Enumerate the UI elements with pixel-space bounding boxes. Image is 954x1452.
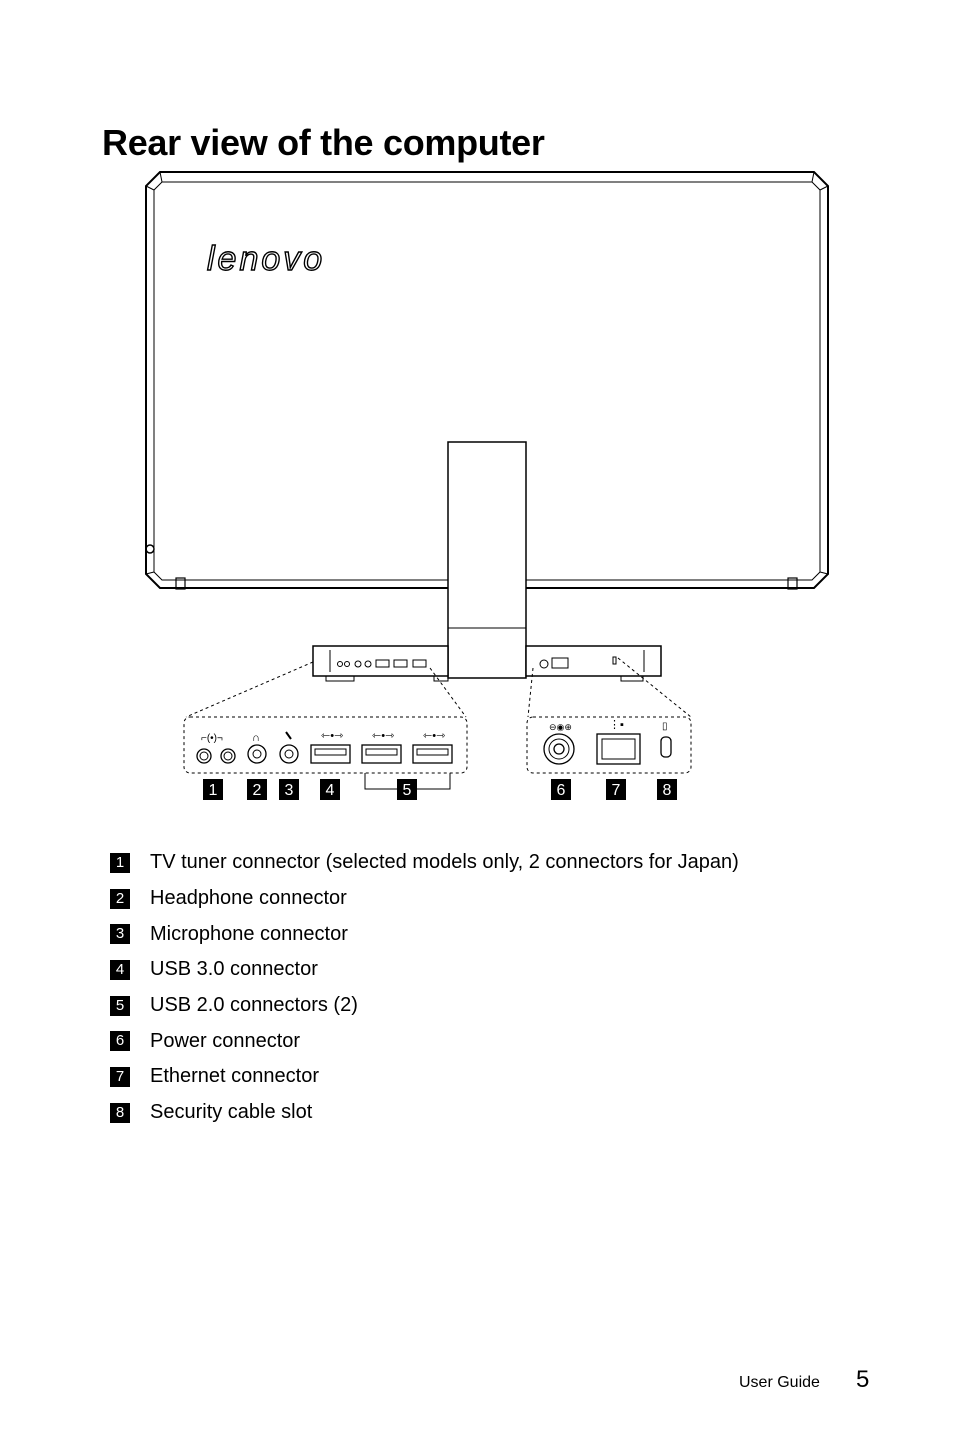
legend-item [110, 988, 739, 1024]
svg-text:3: 3 [284, 782, 294, 799]
legend-number: 2 [110, 889, 130, 909]
legend-label: USB 2.0 connectors (2) [150, 994, 358, 1017]
legend-item [110, 1059, 739, 1095]
connector-legend [110, 845, 739, 1131]
tv-tuner-port-1 [197, 749, 211, 763]
usb-icon: ⇽•⇾ [321, 730, 344, 742]
legend-item [110, 916, 739, 952]
svg-text:1: 1 [208, 782, 218, 799]
power-button-icon [146, 545, 154, 553]
legend-label: Ethernet connector [150, 1065, 319, 1088]
legend-number: 3 [110, 924, 130, 944]
footer-label: User Guide [739, 1374, 820, 1391]
callout-1 [203, 779, 223, 800]
usb3-port [311, 745, 350, 763]
legend-number: 5 [110, 996, 130, 1016]
svg-text:7: 7 [611, 782, 621, 799]
legend-number: 4 [110, 960, 130, 980]
security-slot [661, 737, 671, 757]
callout-5 [397, 779, 417, 800]
base-left [313, 646, 448, 676]
legend-label: Security cable slot [150, 1101, 313, 1124]
headphone-icon: ∩ [252, 732, 260, 744]
legend-item [110, 952, 739, 988]
legend-number: 8 [110, 1103, 130, 1123]
legend-label: TV tuner connector (selected models only, 2 connectors for Japan) [150, 851, 739, 874]
headphone-port [248, 745, 266, 763]
page-title: Rear view of the computer [102, 122, 545, 164]
usb-icon: ⇽•⇾ [372, 730, 395, 742]
callout-4 [320, 779, 340, 800]
legend-item [110, 1023, 739, 1059]
callout-3 [279, 779, 299, 800]
ethernet-icon: ⋮▪ [609, 719, 624, 731]
svg-text:5: 5 [402, 782, 412, 799]
legend-label: Power connector [150, 1029, 301, 1052]
legend-number: 1 [110, 853, 130, 873]
page-number: 5 [856, 1366, 870, 1393]
power-icon: ⊖◉⊕ [549, 722, 572, 732]
callout-7 [606, 779, 626, 800]
legend-label: Headphone connector [150, 887, 347, 910]
microphone-port [280, 745, 298, 763]
callout-8 [657, 779, 677, 800]
svg-text:6: 6 [556, 782, 566, 799]
usb2-port-2 [413, 745, 452, 763]
legend-item [110, 845, 739, 881]
lenovo-logo: lenovo [207, 240, 326, 278]
callout-6 [551, 779, 571, 800]
legend-number: 6 [110, 1031, 130, 1051]
lock-icon: ▯ [662, 721, 668, 732]
tv-tuner-icon: ⌐(•)¬ [201, 733, 223, 744]
svg-text:4: 4 [325, 782, 335, 799]
legend-item [110, 1095, 739, 1131]
tv-tuner-port-2 [221, 749, 235, 763]
legend-label: Microphone connector [150, 922, 348, 945]
legend-number: 7 [110, 1067, 130, 1087]
callout-2 [247, 779, 267, 800]
svg-text:2: 2 [252, 782, 262, 799]
svg-text:8: 8 [662, 782, 672, 799]
legend-label: USB 3.0 connector [150, 958, 318, 981]
stand-column [448, 442, 526, 678]
legend-item [110, 881, 739, 917]
usb2-port-1 [362, 745, 401, 763]
usb-icon: ⇽•⇾ [423, 730, 446, 742]
microphone-icon [286, 732, 291, 739]
